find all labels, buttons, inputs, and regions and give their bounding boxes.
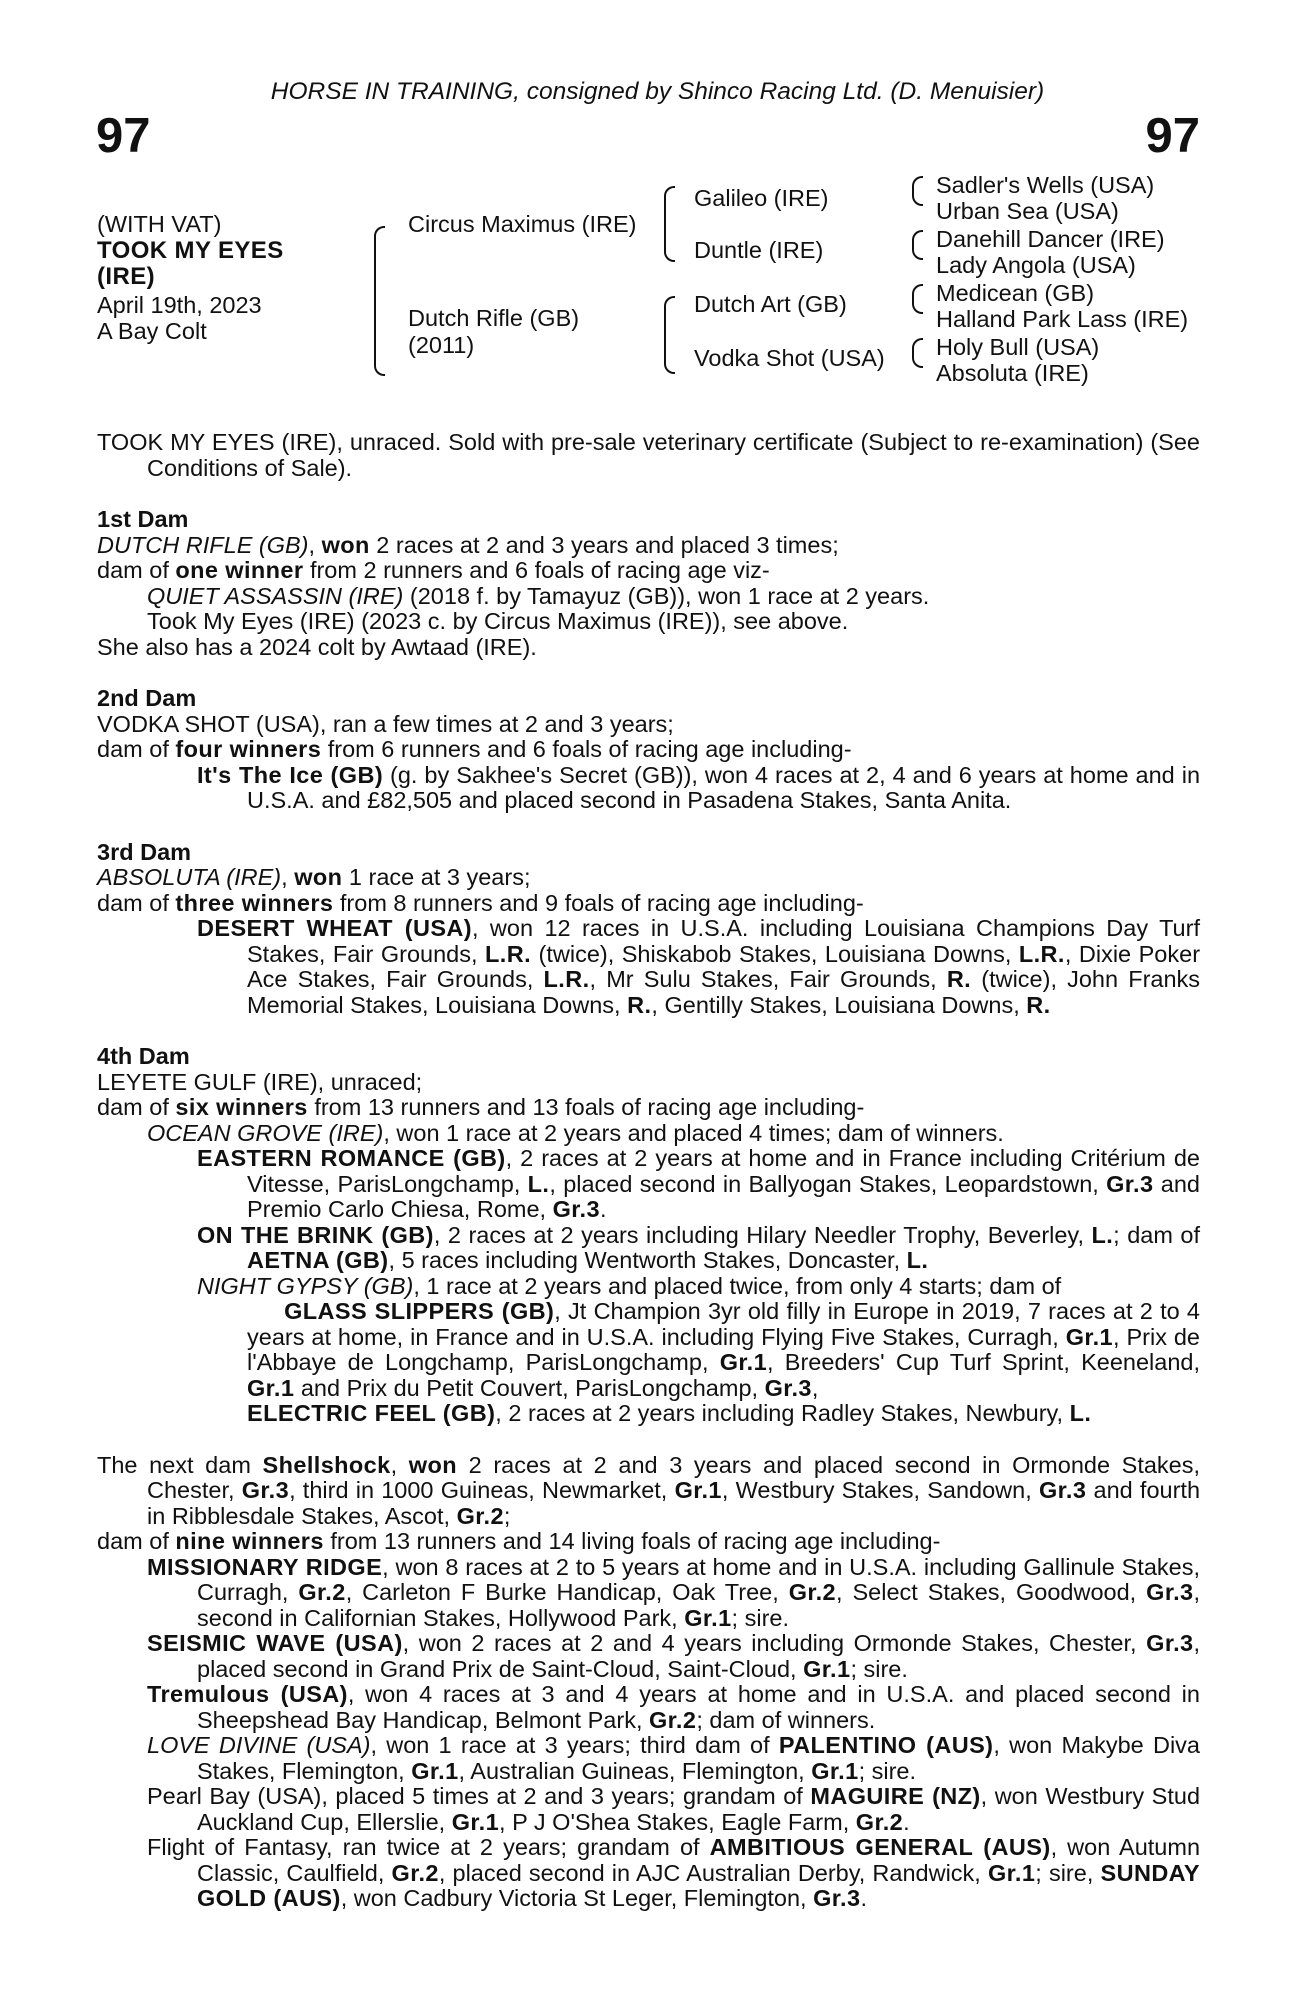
catalogue-header: HORSE IN TRAINING, consigned by Shinco Racing Ltd. (D. Menuisier) bbox=[270, 78, 1045, 105]
vat-note: (WITH VAT) bbox=[97, 211, 222, 237]
pedigree-sire-sire: Galileo (IRE) bbox=[694, 185, 829, 211]
fourth-dam-glass-slippers: GLASS SLIPPERS (GB), Jt Champion 3yr old filly in Europe in 2019, 7 races at 2 to 4 years at home, in France and in U.S.A. including Flying Five Stakes, Curragh, Gr.1, Prix de l'Abbaye de Longchamp, ParisLongchamp, Gr.1, Breeders' Cup Turf Sprint, Keeneland, Gr.1 and Prix du Petit Couvert, ParisLongchamp, Gr.3, bbox=[247, 1298, 1200, 1401]
fourth-dam-line1: LEYETE GULF (IRE), unraced; bbox=[97, 1068, 423, 1095]
pedigree-bracket-ds bbox=[912, 284, 923, 314]
next-dam-love-divine: LOVE DIVINE (USA), won 1 race at 3 years; third dam of PALENTINO (AUS), won Makybe Diva Stakes, Flemington, Gr.1, Australian Guineas, Flemington, Gr.1; sire. bbox=[147, 1732, 1200, 1784]
first-dam-produce-2: Took My Eyes (IRE) (2023 c. by Circus Maximus (IRE)), see above. bbox=[147, 608, 849, 634]
second-dam-heading: 2nd Dam bbox=[97, 685, 197, 711]
third-dam-line2: dam of three winners from 8 runners and 9 foals of racing age including- bbox=[97, 889, 864, 916]
horse-description: A Bay Colt bbox=[97, 318, 207, 344]
pedigree-dam: Dutch Rifle (GB) bbox=[408, 305, 580, 331]
lot-number-left: 97 bbox=[96, 109, 151, 163]
pedigree-dam-sire: Dutch Art (GB) bbox=[694, 291, 847, 317]
fourth-dam-produce-eastern-romance: EASTERN ROMANCE (GB), 2 races at 2 years at home and in France including Critérium de Vitesse, ParisLongchamp, L., placed second in Ballyogan Stakes, Leopardstown, Gr.3 and Premio Carlo Chiesa, Rome, Gr.3. bbox=[197, 1145, 1200, 1222]
pedigree-sire: Circus Maximus (IRE) bbox=[408, 211, 637, 237]
pedigree-sds: Danehill Dancer (IRE) bbox=[936, 226, 1165, 252]
first-dam-line1: DUTCH RIFLE (GB), won 2 races at 2 and 3 years and placed 3 times; bbox=[97, 531, 839, 558]
next-dam-pearl-bay: Pearl Bay (USA), placed 5 times at 2 and 3 years; grandam of MAGUIRE (NZ), won Westbury Stud Auckland Cup, Ellerslie, Gr.1, P J O'Shea Stakes, Eagle Farm, Gr.2. bbox=[147, 1783, 1201, 1835]
pedigree-dam-dam: Vodka Shot (USA) bbox=[694, 345, 885, 371]
fourth-dam-produce-ocean-grove: OCEAN GROVE (IRE), won 1 race at 2 years and placed 4 times; dam of winners. bbox=[147, 1119, 1004, 1146]
pedigree-dds: Holy Bull (USA) bbox=[936, 334, 1100, 360]
third-dam-heading: 3rd Dam bbox=[97, 838, 192, 865]
horse-name: TOOK MY EYES bbox=[97, 237, 284, 264]
pedigree-ddd: Absoluta (IRE) bbox=[936, 360, 1089, 386]
third-dam-line1: ABSOLUTA (IRE), won 1 race at 3 years; bbox=[97, 864, 531, 890]
first-dam-line2: dam of one winner from 2 runners and 6 foals of racing age viz- bbox=[97, 557, 770, 583]
pedigree-sdd: Lady Angola (USA) bbox=[936, 252, 1136, 278]
second-dam-line1: VODKA SHOT (USA), ran a few times at 2 and 3 years; bbox=[97, 710, 674, 737]
fourth-dam-heading: 4th Dam bbox=[97, 1043, 190, 1069]
pedigree-sss: Sadler's Wells (USA) bbox=[936, 172, 1155, 198]
next-dam-tremulous: Tremulous (USA), won 4 races at 3 and 4 years at home and in U.S.A. and placed second in Sheepshead Bay Handicap, Belmont Park, Gr.2; dam of winners. bbox=[147, 1681, 1200, 1733]
pedigree-dss: Medicean (GB) bbox=[936, 280, 1095, 306]
first-dam-heading: 1st Dam bbox=[97, 506, 189, 532]
lot-number-right: 97 bbox=[1145, 109, 1200, 163]
pedigree-dam-year: (2011) bbox=[408, 332, 475, 358]
pedigree-ssd: Urban Sea (USA) bbox=[936, 198, 1119, 224]
second-dam-produce-1: It's The Ice (GB) (g. by Sakhee's Secret (GB)), won 4 races at 2, 4 and 6 years at home and in U.S.A. and £82,505 and placed second in Pasadena Stakes, Santa Anita. bbox=[197, 761, 1201, 813]
fourth-dam-electric-feel: ELECTRIC FEEL (GB), 2 races at 2 years including Radley Stakes, Newbury, L. bbox=[247, 1400, 1092, 1426]
next-dam-line2: dam of nine winners from 13 runners and 14 living foals of racing age including- bbox=[97, 1528, 941, 1554]
foaling-date: April 19th, 2023 bbox=[97, 292, 262, 318]
intro-paragraph: TOOK MY EYES (IRE), unraced. Sold with pre-sale veterinary certificate (Subject to re-examination) (See Conditions of Sale). bbox=[97, 429, 1200, 481]
horse-country: (IRE) bbox=[97, 263, 155, 290]
pedigree-bracket-sire bbox=[664, 186, 675, 262]
first-dam-also: She also has a 2024 colt by Awtaad (IRE). bbox=[97, 633, 537, 660]
pedigree-bracket-dd bbox=[912, 338, 923, 368]
fourth-dam-produce-night-gypsy: NIGHT GYPSY (GB), 1 race at 2 years and placed twice, from only 4 starts; dam of bbox=[197, 1272, 1062, 1299]
next-dam-missionary-ridge: MISSIONARY RIDGE, won 8 races at 2 to 5 years at home and in U.S.A. including Gallinule Stakes, Curragh, Gr.2, Carleton F Burke Handicap, Oak Tree, Gr.2, Select Stakes, Goodwood, Gr.3, second in Californian Stakes, Hollywood Park, Gr.1; sire. bbox=[147, 1553, 1201, 1631]
next-dam-flight-of-fantasy: Flight of Fantasy, ran twice at 2 years; grandam of AMBITIOUS GENERAL (AUS), won Autumn Classic, Caulfield, Gr.2, placed second in AJC Australian Derby, Randwick, Gr.1; sire, SUNDAY GOLD (AUS), won Cadbury Victoria St Leger, Flemington, Gr.3. bbox=[147, 1834, 1201, 1911]
pedigree-dsd: Halland Park Lass (IRE) bbox=[936, 306, 1189, 332]
fourth-dam-line2: dam of six winners from 13 runners and 13 foals of racing age including- bbox=[97, 1094, 865, 1120]
second-dam-line2: dam of four winners from 6 runners and 6 foals of racing age including- bbox=[97, 736, 852, 762]
produce-record bbox=[97, 430, 1200, 1912]
pedigree-bracket-ss bbox=[912, 176, 923, 206]
pedigree-bracket-gen1 bbox=[374, 226, 385, 376]
fourth-dam-produce-on-the-brink: ON THE BRINK (GB), 2 races at 2 years including Hilary Needler Trophy, Beverley, L.; dam of AETNA (GB), 5 races including Wentworth Stakes, Doncaster, L. bbox=[197, 1221, 1201, 1273]
first-dam-produce-1: QUIET ASSASSIN (IRE) (2018 f. by Tamayuz (GB)), won 1 race at 2 years. bbox=[147, 582, 930, 609]
next-dam-seismic-wave: SEISMIC WAVE (USA), won 2 races at 2 and 4 years including Ormonde Stakes, Chester, Gr.3, placed second in Grand Prix de Saint-Cloud, Saint-Cloud, Gr.1; sire. bbox=[147, 1630, 1200, 1682]
third-dam-produce-1: DESERT WHEAT (USA), won 12 races in U.S.A. including Louisiana Champions Day Turf Stakes, Fair Grounds, L.R. (twice), Shiskabob Stakes, Louisiana Downs, L.R., Dixie Poker Ace Stakes, Fair Grounds, L.R., Mr Sulu Stakes, Fair Grounds, R. (twice), John Franks Memorial Stakes, Louisiana Downs, R., Gentilly Stakes, Louisiana Downs, R. bbox=[197, 915, 1201, 1018]
pedigree-bracket-sd bbox=[912, 230, 923, 260]
pedigree-sire-dam: Duntle (IRE) bbox=[694, 237, 824, 263]
next-dam-line1: The next dam Shellshock, won 2 races at 2 and 3 years and placed second in Ormonde Stakes, Chester, Gr.3, third in 1000 Guineas, Newmarket, Gr.1, Westbury Stakes, Sandown, Gr.3 and fourth in Ribblesdale Stakes, Ascot, Gr.2; bbox=[97, 1451, 1201, 1529]
pedigree-bracket-dam bbox=[664, 296, 675, 374]
